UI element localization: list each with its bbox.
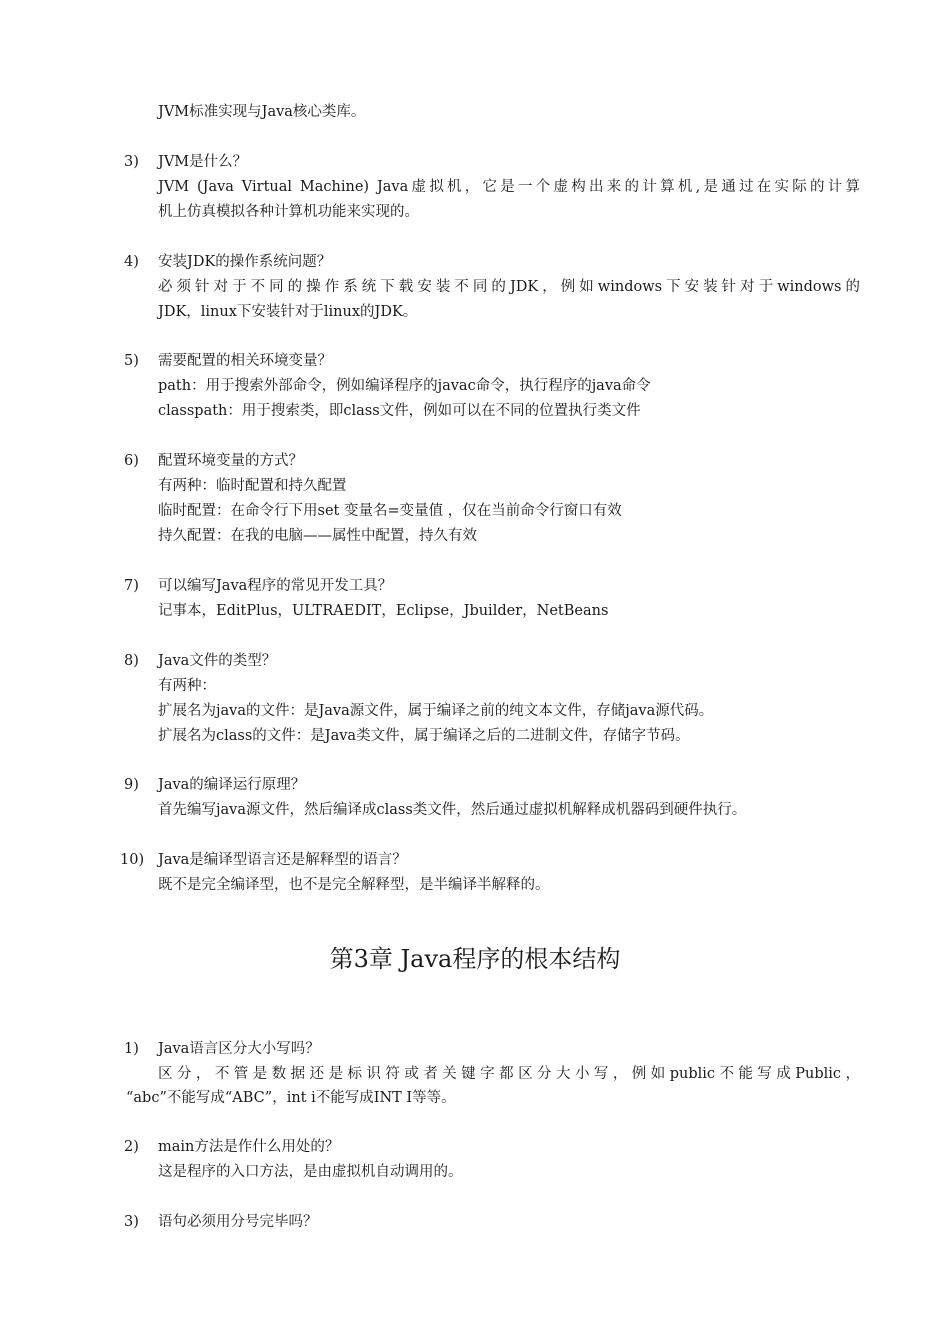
item-number: 4) [124,254,139,270]
answer-line: 必须针对于不同的操作系统下载安装不同的JDK，例如windows下安装针对于windows的 [158,279,860,295]
question: Java是编译型语言还是解释型的语言？ [158,852,407,868]
answer-line: “abc”不能写成“ABC”，int i不能写成INT I等等。 [126,1090,456,1106]
answer-line: 临时配置：在命令行下用set 变量名=变量值 ，仅在当前命令行窗口有效 [158,503,622,519]
item-number: 1) [124,1041,139,1057]
question: main方法是作什么用处的？ [158,1139,340,1155]
answer-line: 区分，不管是数据还是标识符或者关键字都区分大小写，例如public不能写成Public， [158,1066,860,1082]
answer-line: 既不是完全编译型，也不是完全解释型，是半编译半解释的。 [158,877,550,893]
question: 需要配置的相关环境变量？ [158,353,332,369]
answer-line: 机上仿真模拟各种计算机功能来实现的。 [158,204,419,220]
answer-line: classpath：用于搜索类，即class文件，例如可以在不同的位置执行类文件 [158,403,641,419]
question: JVM是什么？ [158,154,248,170]
answer-line: 持久配置：在我的电脑——属性中配置，持久有效 [158,528,477,544]
item-number: 8) [124,653,139,669]
question: 配置环境变量的方式？ [158,453,303,469]
answer-line: path：用于搜索外部命令，例如编译程序的javac命令，执行程序的java命令 [158,378,651,394]
answer-line: 记事本，EditPlus，ULTRAEDIT，Eclipse，Jbuilder，NetBeans [158,603,609,619]
question: Java的编译运行原理？ [158,777,306,793]
answer-line: 扩展名为java的文件：是Java源文件，属于编译之前的纯文本文件，存储java源代码。 [158,703,714,719]
answer-line: 首先编写java源文件，然后编译成class类文件，然后通过虚拟机解释成机器码到硬件执行。 [158,802,747,818]
answer-line: JVM (Java Virtual Machine) Java虚拟机，它是一个虚构出来的计算机,是通过在实际的计算 [158,179,860,195]
answer-line: JDK，linux下安装针对于linux的JDK。 [158,304,418,320]
question: Java文件的类型？ [158,653,277,669]
intro-line: JVM标准实现与Java核心类库。 [158,104,366,120]
item-number: 7) [124,578,139,594]
answer-line: 扩展名为class的文件：是Java类文件，属于编译之后的二进制文件，存储字节码。 [158,728,690,744]
answer-line: 这是程序的入口方法，是由虚拟机自动调用的。 [158,1164,463,1180]
answer-line: 有两种：临时配置和持久配置 [158,478,347,494]
item-number: 5) [124,353,139,369]
question: 可以编写Java程序的常见开发工具？ [158,578,393,594]
answer-line: 有两种： [158,678,216,694]
question: Java语言区分大小写吗？ [158,1041,320,1057]
item-number: 3) [124,1214,139,1230]
item-number: 2) [124,1139,139,1155]
question: 安装JDK的操作系统问题？ [158,254,332,270]
question: 语句必须用分号完毕吗？ [158,1214,318,1230]
item-number: 10) [120,852,145,868]
item-number: 3) [124,154,139,170]
item-number: 9) [124,777,139,793]
chapter-title: 第3章 Java程序的根本结构 [329,945,621,973]
item-number: 6) [124,453,139,469]
